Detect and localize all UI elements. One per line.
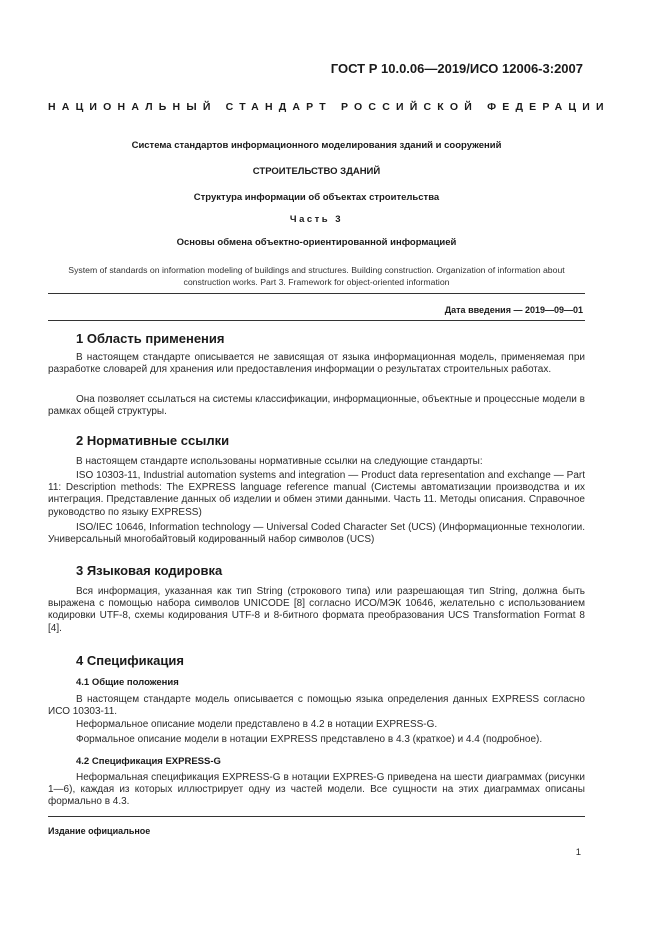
section-2-reference-iso-10303: ISO 10303-11, Industrial automation systems and integration — Product data representation and exchange — Part 11: Description methods: The EXPRESS language reference manual (Системы автоматизации производства и их интеграция. Представление данных об изделии и обмен этими данными. Часть 11. Методы описания. Справочное руководство по языку EXPRESS)	[48, 470, 585, 518]
subject-title: СТРОИТЕЛЬСТВО ЗДАНИЙ	[252, 166, 381, 177]
section-2-heading: 2 Нормативные ссылки	[76, 433, 230, 448]
section-3-paragraph-1: Вся информация, указанная как тип String (строкового типа) или разрешающая тип String, должна быть выражена с помощью набора символов UNICODE [8] согласно ИСО/МЭК 10646, желательно с использованием кодировки UTF-8, схемы кодирования UTF-8 и 8-битного формата преобразования UCS Transformation Format 8 [4].	[48, 586, 585, 634]
document-code: ГОСТ Р 10.0.06—2019/ИСО 12006-3:2007	[330, 61, 583, 76]
structure-title: Структура информации об объектах строительства	[193, 192, 440, 203]
official-edition-label: Издание официальное	[48, 826, 151, 836]
section-2-reference-iso-10646: ISO/IEC 10646, Information technology — Universal Coded Character Set (UCS) (Информационные технологии. Универсальный многобайтовый кодированный набор символов (UCS)	[48, 522, 585, 546]
section-2-paragraph-1: В настоящем стандарте использованы нормативные ссылки на следующие стандарты:	[76, 456, 483, 467]
english-title: System of standards on information modeling of buildings and structures. Building construction. Organization of information about construction works. Part 3. Framework for object-oriented information	[68, 265, 565, 287]
part-number: Часть 3	[289, 214, 344, 225]
section-4-1-paragraph-3: Формальное описание модели в нотации EXPRESS представлено в 4.3 (краткое) и 4.4 (подробное).	[76, 734, 543, 745]
subsection-4-2-heading: 4.2 Спецификация EXPRESS-G	[76, 756, 221, 767]
section-4-2-paragraph-1: Неформальная спецификация EXPRESS-G в нотации EXPRES-G приведена на шести диаграммах (рисунки 1—6), каждая из которых иллюстрирует одну из частей модели. Все сущности на этих диаграммах описаны формально в 4.3.	[48, 772, 585, 808]
date-divider	[48, 320, 585, 321]
section-3-heading: 3 Языковая кодировка	[76, 563, 223, 578]
title-divider	[48, 293, 585, 294]
section-4-1-paragraph-1: В настоящем стандарте модель описывается с помощью языка определения данных EXPRESS согласно ИСО 10303-11.	[48, 694, 585, 718]
section-1-paragraph-2: Она позволяет ссылаться на системы классификации, информационные, объектные и процессные модели в рамках общей структуры.	[48, 394, 585, 418]
section-1-heading: 1 Область применения	[76, 331, 225, 346]
page-number: 1	[575, 847, 581, 858]
part-title: Основы обмена объектно-ориентированной информацией	[176, 237, 457, 248]
subsection-4-1-heading: 4.1 Общие положения	[76, 677, 179, 688]
section-4-heading: 4 Спецификация	[76, 653, 184, 668]
national-standard-heading: НАЦИОНАЛЬНЫЙ СТАНДАРТ РОССИЙСКОЙ ФЕДЕРАЦИИ	[48, 101, 610, 113]
system-title: Система стандартов информационного моделирования зданий и сооружений	[131, 140, 502, 151]
effective-date: Дата введения — 2019—09—01	[444, 305, 583, 315]
footer-divider	[48, 816, 585, 817]
section-1-paragraph-1: В настоящем стандарте описывается не зависящая от языка информационная модель, применяемая при разработке словарей для хранения или предоставления информации о результатах строительных работах.	[48, 352, 585, 376]
section-4-1-paragraph-2: Неформальное описание модели представлено в 4.2 в нотации EXPRESS-G.	[76, 719, 438, 730]
